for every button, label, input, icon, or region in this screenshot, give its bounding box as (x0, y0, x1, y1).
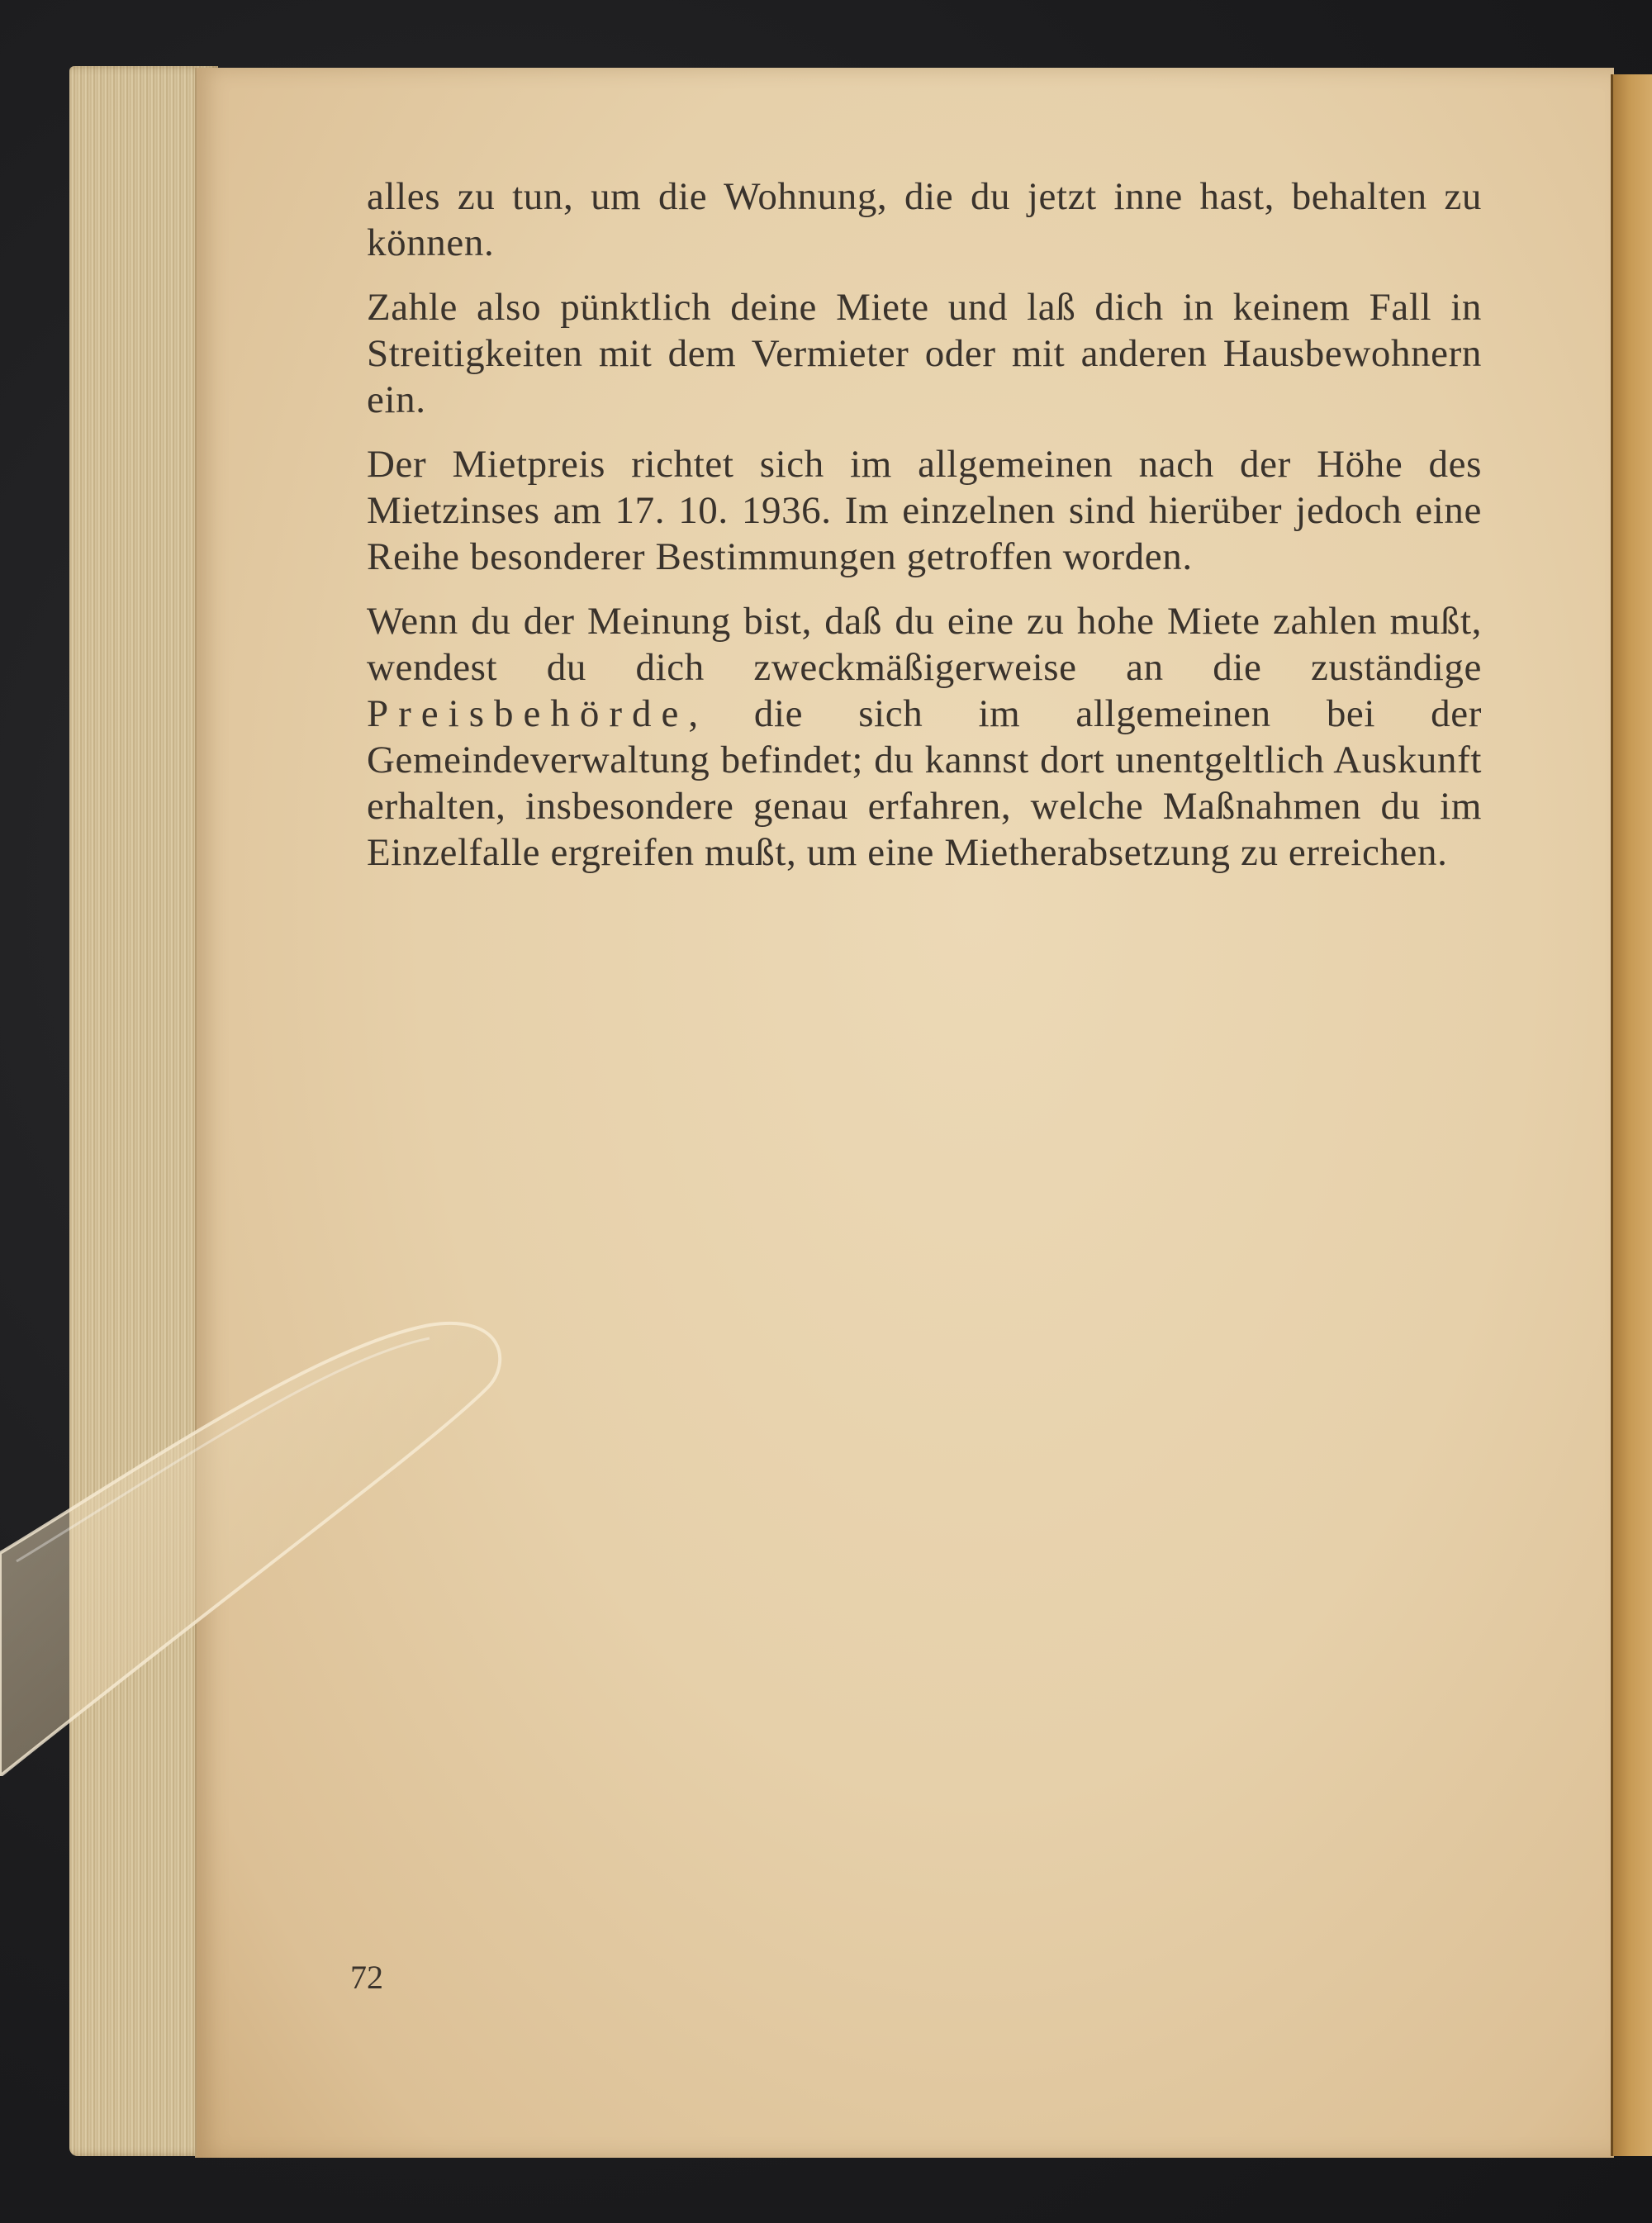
facing-page-edge (1611, 74, 1652, 2156)
paragraph-2-text: Zahle also pünktlich deine Miete und laß dich in keinem Fall in Streitigkeiten mit dem Vermieter oder mit anderen Hausbewohnern ein. (367, 286, 1482, 421)
paragraph-1 (367, 173, 1482, 266)
paragraph-1-text: alles zu tun, um die Wohnung, die du jetzt inne hast, behalten zu können. (367, 175, 1482, 264)
paragraph-4 (367, 598, 1482, 876)
paragraph-2 (367, 284, 1482, 423)
paragraph-3-text: Der Mietpreis richtet sich im allgemeinen nach der Höhe des Mietzinses am 17. 10. 1936. Im einzelnen sind hierüber jedoch eine Reihe besonderer Bestimmungen getroffen worden. (367, 443, 1482, 578)
paragraph-4-emphasis: Preisbehörde (367, 692, 689, 735)
plastic-bookmark-icon (0, 1313, 512, 1776)
page-number: 72 (350, 1959, 383, 1996)
paragraph-4-text-a: Wenn du der Meinung bist, daß du eine zu hohe Miete zahlen mußt, wendest du dich zweckmäßigerweise an die zuständige (367, 600, 1482, 689)
paragraph-4-text-b: , die sich im allgemeinen bei der Gemeindeverwaltung befindet; du kannst dort unentgeltlich Auskunft erhalten, insbesondere genau erfahren, welche Maßnahmen du im Einzelfalle ergreifen mußt, um eine Mietherabsetzung zu erreichen. (367, 692, 1482, 874)
page-text (367, 173, 1482, 894)
paragraph-3 (367, 441, 1482, 580)
